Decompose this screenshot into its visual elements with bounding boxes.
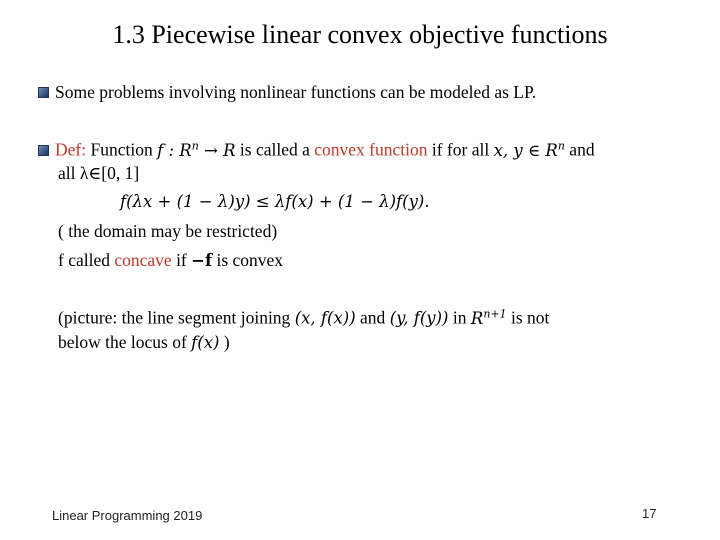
def-text-3: if for all: [427, 139, 494, 160]
point-x: (x, f(x)): [294, 308, 356, 328]
picture-line-1: (picture: the line segment joining (x, f(x)) and (y, f(y)) in $R^{n+1}$ is not: [58, 307, 550, 328]
def-text-4: and: [564, 139, 595, 160]
square-bullet-icon: [38, 87, 49, 98]
concave-text-2: if: [171, 250, 192, 270]
square-bullet-icon: [38, 145, 49, 156]
definition-line-1: [38, 139, 595, 161]
concave-term: concave: [114, 250, 172, 270]
convex-function-term: convex function: [314, 139, 428, 160]
definition-line-2: all λ∈[0, 1]: [58, 163, 140, 183]
point-y: (y, f(y)): [389, 308, 449, 328]
bullet-text: Some problems involving nonlinear functions can be modeled as LP.: [55, 82, 537, 102]
picture-line-2: below the locus of f(x) ): [58, 332, 230, 352]
concave-math: −f: [191, 251, 213, 270]
concave-text-1: f called: [58, 250, 115, 270]
slide-title: 1.3 Piecewise linear convex objective functions: [112, 20, 608, 49]
concave-definition: [58, 250, 283, 271]
def-text-1: Function: [86, 139, 158, 160]
footer-page-number: 17: [642, 506, 657, 521]
concave-text-3: is convex: [212, 250, 284, 270]
def-text-2: is called a: [235, 139, 315, 160]
convexity-inequality: f(λx + (1 − λ)y) ≤ λf(x) + (1 − λ)f(y).: [120, 192, 430, 211]
space-r-n-plus-1: $R^{n+1}$: [470, 307, 507, 328]
def-math-domain: x, y ∈ $R^n$: [493, 139, 565, 160]
def-label: Def:: [55, 139, 87, 160]
footer-course-name: Linear Programming 2019: [52, 508, 203, 523]
domain-note: ( the domain may be restricted): [58, 221, 278, 241]
locus-math: f(x): [191, 333, 220, 352]
bullet-item-lp-modeling: [38, 82, 536, 103]
def-math-function: f : $R^n \to R$: [157, 139, 236, 160]
